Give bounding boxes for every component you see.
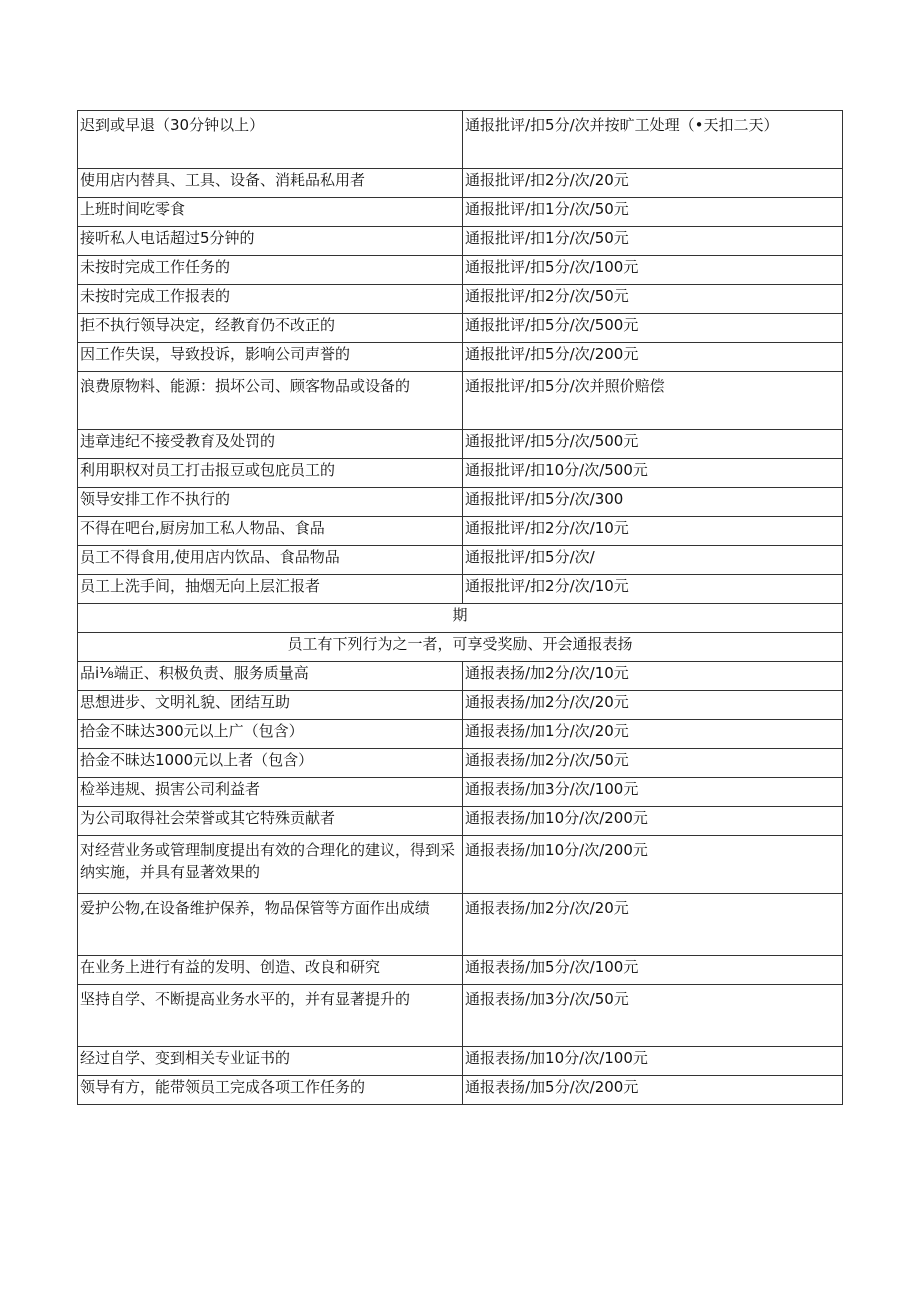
action-cell: 通报表扬/加2分/次/20元 (463, 894, 843, 956)
reward-section (78, 662, 843, 1105)
reward-row (78, 807, 843, 836)
action-cell: 通报批评/扣1分/次/50元 (463, 198, 843, 227)
action-cell: 通报批评/扣2分/次/50元 (463, 285, 843, 314)
penalty-row (78, 372, 843, 430)
reward-row (78, 662, 843, 691)
behavior-cell: 检举违规、损害公司利益者 (78, 778, 463, 807)
reward-row (78, 1076, 843, 1105)
penalty-row (78, 575, 843, 604)
behavior-cell: 违章违纪不接受教育及处罚的 (78, 430, 463, 459)
behavior-cell: 员工不得食用,使用店内饮品、食品物品 (78, 546, 463, 575)
behavior-cell: 品i⅛端正、积极负责、服务质量高 (78, 662, 463, 691)
action-cell: 通报表扬/加10分/次/200元 (463, 836, 843, 894)
behavior-cell: 对经营业务或管理制度提出有效的合理化的建议，得到采纳实施，并具有显著效果的 (78, 836, 463, 894)
penalty-row (78, 314, 843, 343)
action-cell: 通报表扬/加5分/次/200元 (463, 1076, 843, 1105)
divider-label: 期 (78, 604, 843, 633)
behavior-cell: 未按时完成工作任务的 (78, 256, 463, 285)
penalty-row (78, 430, 843, 459)
action-cell: 通报批评/扣5分/次/100元 (463, 256, 843, 285)
action-cell: 通报表扬/加10分/次/100元 (463, 1047, 843, 1076)
penalty-row (78, 546, 843, 575)
action-cell: 通报表扬/加1分/次/20元 (463, 720, 843, 749)
behavior-cell: 拾金不昧达1000元以上者（包含） (78, 749, 463, 778)
action-cell: 通报批评/扣5分/次/500元 (463, 430, 843, 459)
action-cell: 通报表扬/加2分/次/20元 (463, 691, 843, 720)
behavior-cell: 领导有方，能带领员工完成各项工作任务的 (78, 1076, 463, 1105)
behavior-cell: 拒不执行领导决定，经教育仍不改正的 (78, 314, 463, 343)
behavior-cell: 浪费原物料、能源：损坏公司、顾客物品或设备的 (78, 372, 463, 430)
penalty-section (78, 111, 843, 604)
action-cell: 通报表扬/加3分/次/100元 (463, 778, 843, 807)
penalty-row (78, 343, 843, 372)
action-cell: 通报批评/扣5分/次/ (463, 546, 843, 575)
action-cell: 通报批评/扣5分/次/200元 (463, 343, 843, 372)
behavior-cell: 为公司取得社会荣誉或其它特殊贡献者 (78, 807, 463, 836)
action-cell: 通报批评/扣5分/次并按旷工处理（•天扣二天） (463, 111, 843, 169)
behavior-cell: 坚持自学、不断提高业务水平的，并有显著提升的 (78, 985, 463, 1047)
reward-row (78, 749, 843, 778)
behavior-cell: 领导安排工作不执行的 (78, 488, 463, 517)
behavior-cell: 爱护公物,在设备维护保养，物品保管等方面作出成绩 (78, 894, 463, 956)
penalty-row (78, 488, 843, 517)
reward-row (78, 956, 843, 985)
penalty-row (78, 285, 843, 314)
penalty-row (78, 198, 843, 227)
penalty-row (78, 256, 843, 285)
action-cell: 通报表扬/加2分/次/10元 (463, 662, 843, 691)
action-cell: 通报批评/扣1分/次/50元 (463, 227, 843, 256)
behavior-cell: 经过自学、变到相关专业证书的 (78, 1047, 463, 1076)
action-cell: 通报表扬/加2分/次/50元 (463, 749, 843, 778)
behavior-cell: 在业务上进行有益的发明、创造、改良和研究 (78, 956, 463, 985)
behavior-cell: 迟到或早退（30分钟以上） (78, 111, 463, 169)
behavior-cell: 未按时完成工作报表的 (78, 285, 463, 314)
reward-row (78, 836, 843, 894)
reward-heading: 员工有下列行为之一者，可享受奖励、开会通报表扬 (78, 633, 843, 662)
rules-table (77, 110, 843, 1105)
behavior-cell: 使用店内替具、工具、设备、消耗品私用者 (78, 169, 463, 198)
reward-row (78, 894, 843, 956)
penalty-row (78, 169, 843, 198)
behavior-cell: 利用职权对员工打击报豆或包庇员工的 (78, 459, 463, 488)
action-cell: 通报表扬/加3分/次/50元 (463, 985, 843, 1047)
behavior-cell: 员工上洗手间，抽烟无向上层汇报者 (78, 575, 463, 604)
reward-row (78, 1047, 843, 1076)
behavior-cell: 接听私人电话超过5分钟的 (78, 227, 463, 256)
penalty-row (78, 517, 843, 546)
penalty-row (78, 459, 843, 488)
divider-section (78, 604, 843, 662)
action-cell: 通报批评/扣2分/次/20元 (463, 169, 843, 198)
penalty-row (78, 111, 843, 169)
behavior-cell: 思想进步、文明礼貌、团结互助 (78, 691, 463, 720)
behavior-cell: 拾金不昧达300元以上广（包含） (78, 720, 463, 749)
behavior-cell: 不得在吧台,厨房加工私人物品、食品 (78, 517, 463, 546)
action-cell: 通报表扬/加5分/次/100元 (463, 956, 843, 985)
action-cell: 通报批评/扣5分/次/500元 (463, 314, 843, 343)
reward-row (78, 985, 843, 1047)
behavior-cell: 因工作失误，导致投诉，影响公司声誉的 (78, 343, 463, 372)
action-cell: 通报批评/扣2分/次/10元 (463, 517, 843, 546)
penalty-row (78, 227, 843, 256)
action-cell: 通报批评/扣5分/次/300 (463, 488, 843, 517)
reward-row (78, 691, 843, 720)
action-cell: 通报批评/扣10分/次/500元 (463, 459, 843, 488)
reward-row (78, 778, 843, 807)
behavior-cell: 上班时间吃零食 (78, 198, 463, 227)
action-cell: 通报批评/扣5分/次并照价赔偿 (463, 372, 843, 430)
reward-row (78, 720, 843, 749)
action-cell: 通报表扬/加10分/次/200元 (463, 807, 843, 836)
action-cell: 通报批评/扣2分/次/10元 (463, 575, 843, 604)
